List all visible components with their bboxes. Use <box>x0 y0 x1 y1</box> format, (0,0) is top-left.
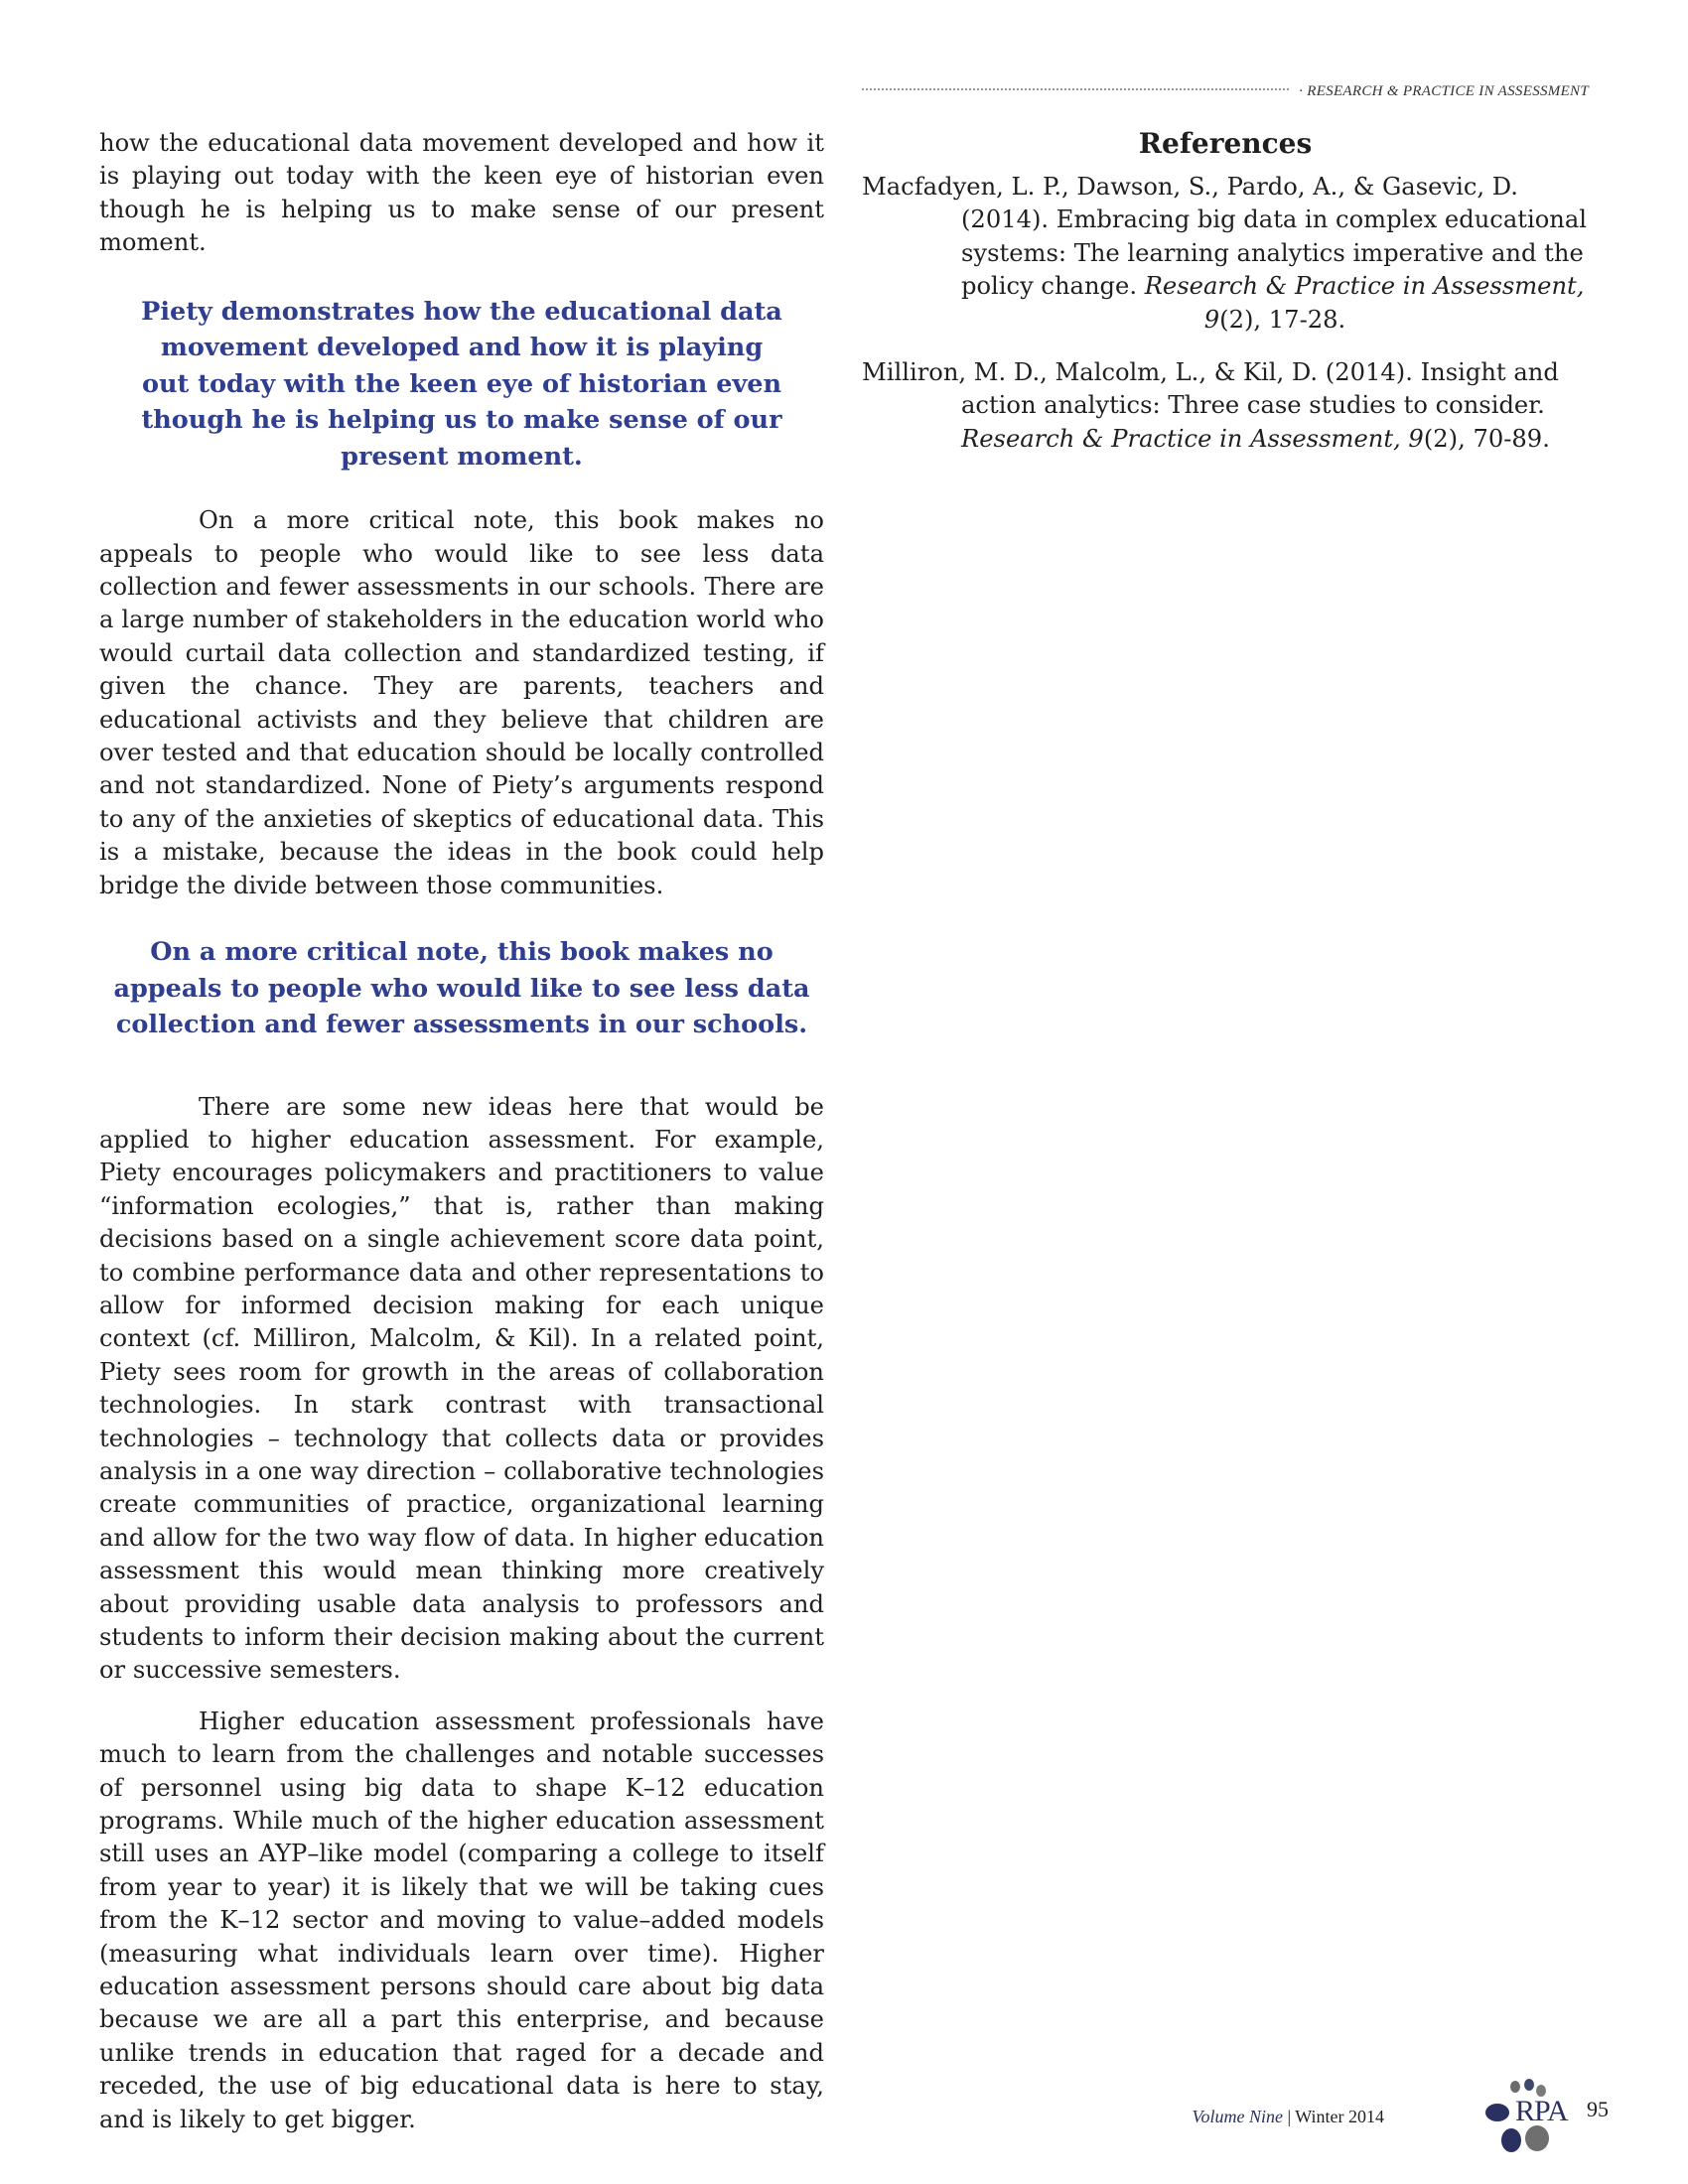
reference-tail <box>961 304 1589 337</box>
footer-volume: Volume Nine <box>1192 2107 1283 2126</box>
running-header-title: · RESEARCH & PRACTICE IN ASSESSMENT <box>1299 83 1589 99</box>
reference-authors: Milliron, M. D., Malcolm, L., & Kil, D. (2014). Insight and action analytics: Three case studies to consider. <box>862 358 1559 420</box>
logo-lettering: RPA <box>1515 2095 1568 2127</box>
reference-journal: Research & Practice in Assessment, 9 <box>961 424 1424 453</box>
page-footer <box>1092 2079 1609 2158</box>
paragraph: There are some new ideas here that would be applied to higher education assessment. For example, Piety encourages policymakers and practitioners to value “information ecologies,” that is, rather than making decisions based on a single achievement score data point, to combine performance data and other representations to allow for informed decision making for each unique context (cf. Milliron, Malcolm, & Kil). In a related point, Piety sees room for growth in the areas of collaboration technologies. In stark contrast with transactional technologies – technology that collects data or provides analysis in a one way direction – collaborative technologies create communities of practice, organizational learning and allow for the two way flow of data. In higher education assessment this would mean thinking more creatively about providing usable data analysis to professors and students to inform their decision making about the current or successive semesters. <box>99 1092 824 1685</box>
reference-volume: 9 <box>1203 305 1220 334</box>
reference-authors: Macfadyen, L. P., Dawson, S., Pardo, A., & Gasevic, D. (2014). Embracing big data in complex educational systems: The learning analytics imperative and the policy change. <box>862 173 1588 301</box>
footer-issue-info <box>1192 2107 1384 2127</box>
running-header <box>862 83 1589 100</box>
reference-pages: (2), 70-89. <box>1423 424 1550 453</box>
footer-issue: Winter 2014 <box>1295 2107 1384 2126</box>
paragraph: Higher education assessment professionals have much to learn from the challenges and notable successes of personnel using big data to shape K–12 education programs. While much of the higher education assessment still uses an AYP–like model (comparing a college to itself from year to year) it is likely that we will be taking cues from the K–12 sector and moving to value–added models (measuring what individuals learn over time). Higher education assessment persons should care about big data because we are all a part this enterprise, and because unlike trends in education that raged for a decade and receded, the use of big educational data is here to stay, and is likely to get bigger. <box>99 1706 824 2133</box>
paragraph: On a more critical note, this book makes no appeals to people who would like to see less data collection and fewer assessments in our schools. There are a large number of stakeholders in the education world who would curtail data collection and standardized testing, if given the chance. They are parents, teachers and educational activists and they believe that children are over tested and that education should be locally controlled and not standardized. None of Piety’s arguments respond to any of the anxieties of skeptics of educational data. This is a mistake, because the ideas in the book could help bridge the divide between those communities. <box>99 506 824 899</box>
reference-pages: (2), 17-28. <box>1219 305 1346 334</box>
reference-journal: Research & Practice in Assessment, <box>1144 272 1585 301</box>
header-dotted-rule <box>862 88 1289 90</box>
reference-entry <box>862 356 1589 456</box>
rpa-logo <box>1485 2079 1575 2158</box>
footer-separator: | <box>1282 2107 1296 2126</box>
pull-quote: On a more critical note, this book makes no appeals to people who would like to see less data collection and fewer assessments in our schools. <box>113 937 810 1039</box>
left-column <box>99 127 824 2136</box>
page-number: 95 <box>1587 2097 1609 2121</box>
references-heading: References <box>1138 127 1313 160</box>
reference-entry <box>862 171 1589 337</box>
pull-quote: Piety demonstrates how the educational data movement developed and how it is playing out today with the keen eye of historian even though he is helping us to make sense of our present moment. <box>141 296 782 472</box>
paragraph-continuation: how the educational data movement developed and how it is playing out today with the keen eye of historian even though he is helping us to make sense of our present moment. <box>99 129 824 257</box>
right-column <box>862 127 1589 456</box>
